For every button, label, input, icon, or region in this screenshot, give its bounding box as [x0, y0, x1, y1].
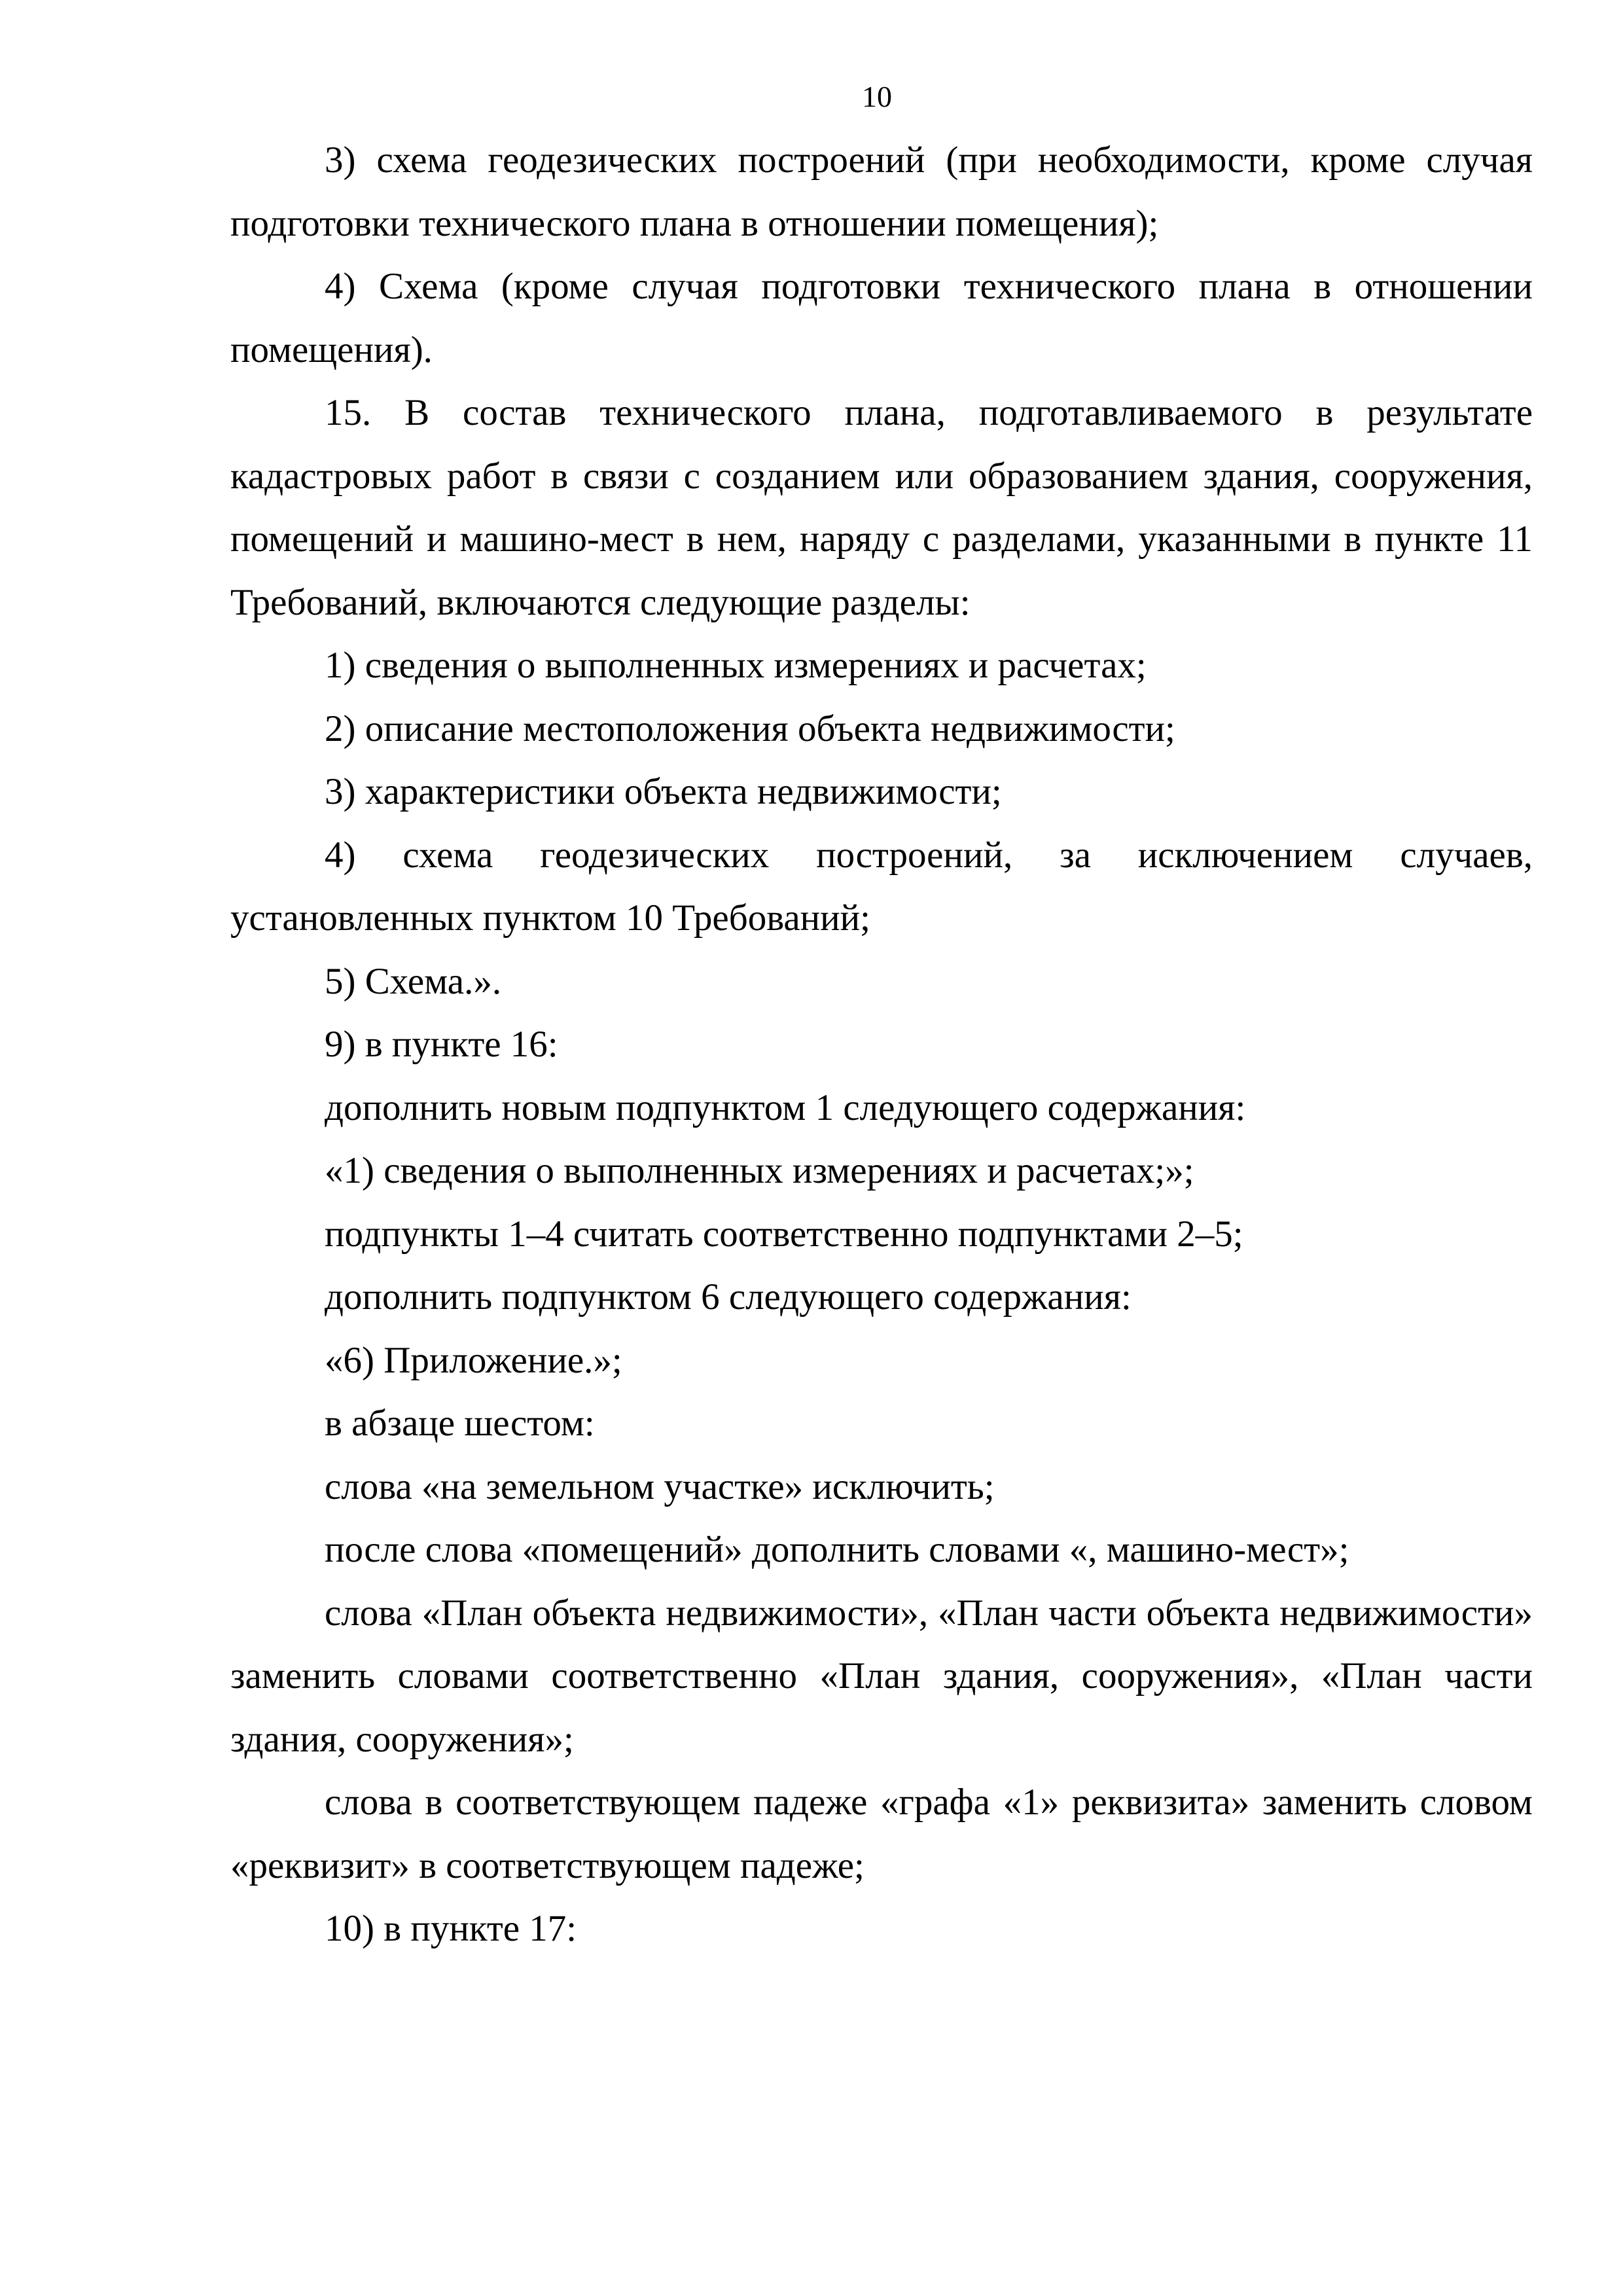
paragraph: 4) Схема (кроме случая подготовки технического плана в отношении помещения).: [230, 266, 1533, 370]
paragraph: 3) характеристики объекта недвижимости;: [325, 771, 1002, 812]
paragraph: «6) Приложение.»;: [325, 1339, 622, 1381]
paragraph: слова «на земельном участке» исключить;: [325, 1465, 995, 1507]
paragraph: 4) схема геодезических построений, за исключением случаев, установленных пунктом 10 Требований;: [230, 834, 1533, 939]
paragraph: в абзаце шестом:: [325, 1403, 595, 1444]
paragraph: слова «План объекта недвижимости», «План части объекта недвижимости» заменить словами соответственно «План здания, сооружения», «План части здания, сооружения»;: [230, 1592, 1533, 1760]
paragraph: дополнить новым подпунктом 1 следующего содержания:: [325, 1086, 1246, 1128]
paragraph: слова в соответствующем падеже «графа «1» реквизита» заменить словом «реквизит» в соответствующем падеже;: [230, 1782, 1533, 1886]
paragraph: после слова «помещений» дополнить словами «, машино-мест»;: [325, 1529, 1349, 1570]
paragraph: 1) сведения о выполненных измерениях и расчетах;: [325, 645, 1147, 686]
paragraph: 3) схема геодезических построений (при необходимости, кроме случая подготовки технического плана в отношении помещения);: [230, 139, 1533, 244]
paragraph: 15. В состав технического плана, подготавливаемого в результате кадастровых работ в связи с созданием или образованием здания, сооружения, помещений и машино-мест в нем, наряду с разделами, указанными в пункте 11 Требований, включаются следующие разделы:: [230, 392, 1533, 623]
document-body: [230, 129, 1533, 1961]
paragraph: 2) описание местоположения объекта недвижимости;: [325, 708, 1175, 749]
paragraph: дополнить подпунктом 6 следующего содержания:: [325, 1276, 1132, 1318]
paragraph: 9) в пункте 16:: [325, 1024, 558, 1065]
paragraph: «1) сведения о выполненных измерениях и расчетах;»;: [325, 1150, 1194, 1191]
paragraph: 5) Схема.».: [325, 960, 502, 1002]
page-number: 10: [862, 80, 892, 113]
paragraph: подпункты 1–4 считать соответственно подпунктами 2–5;: [325, 1213, 1243, 1255]
paragraph: 10) в пункте 17:: [325, 1908, 577, 1949]
